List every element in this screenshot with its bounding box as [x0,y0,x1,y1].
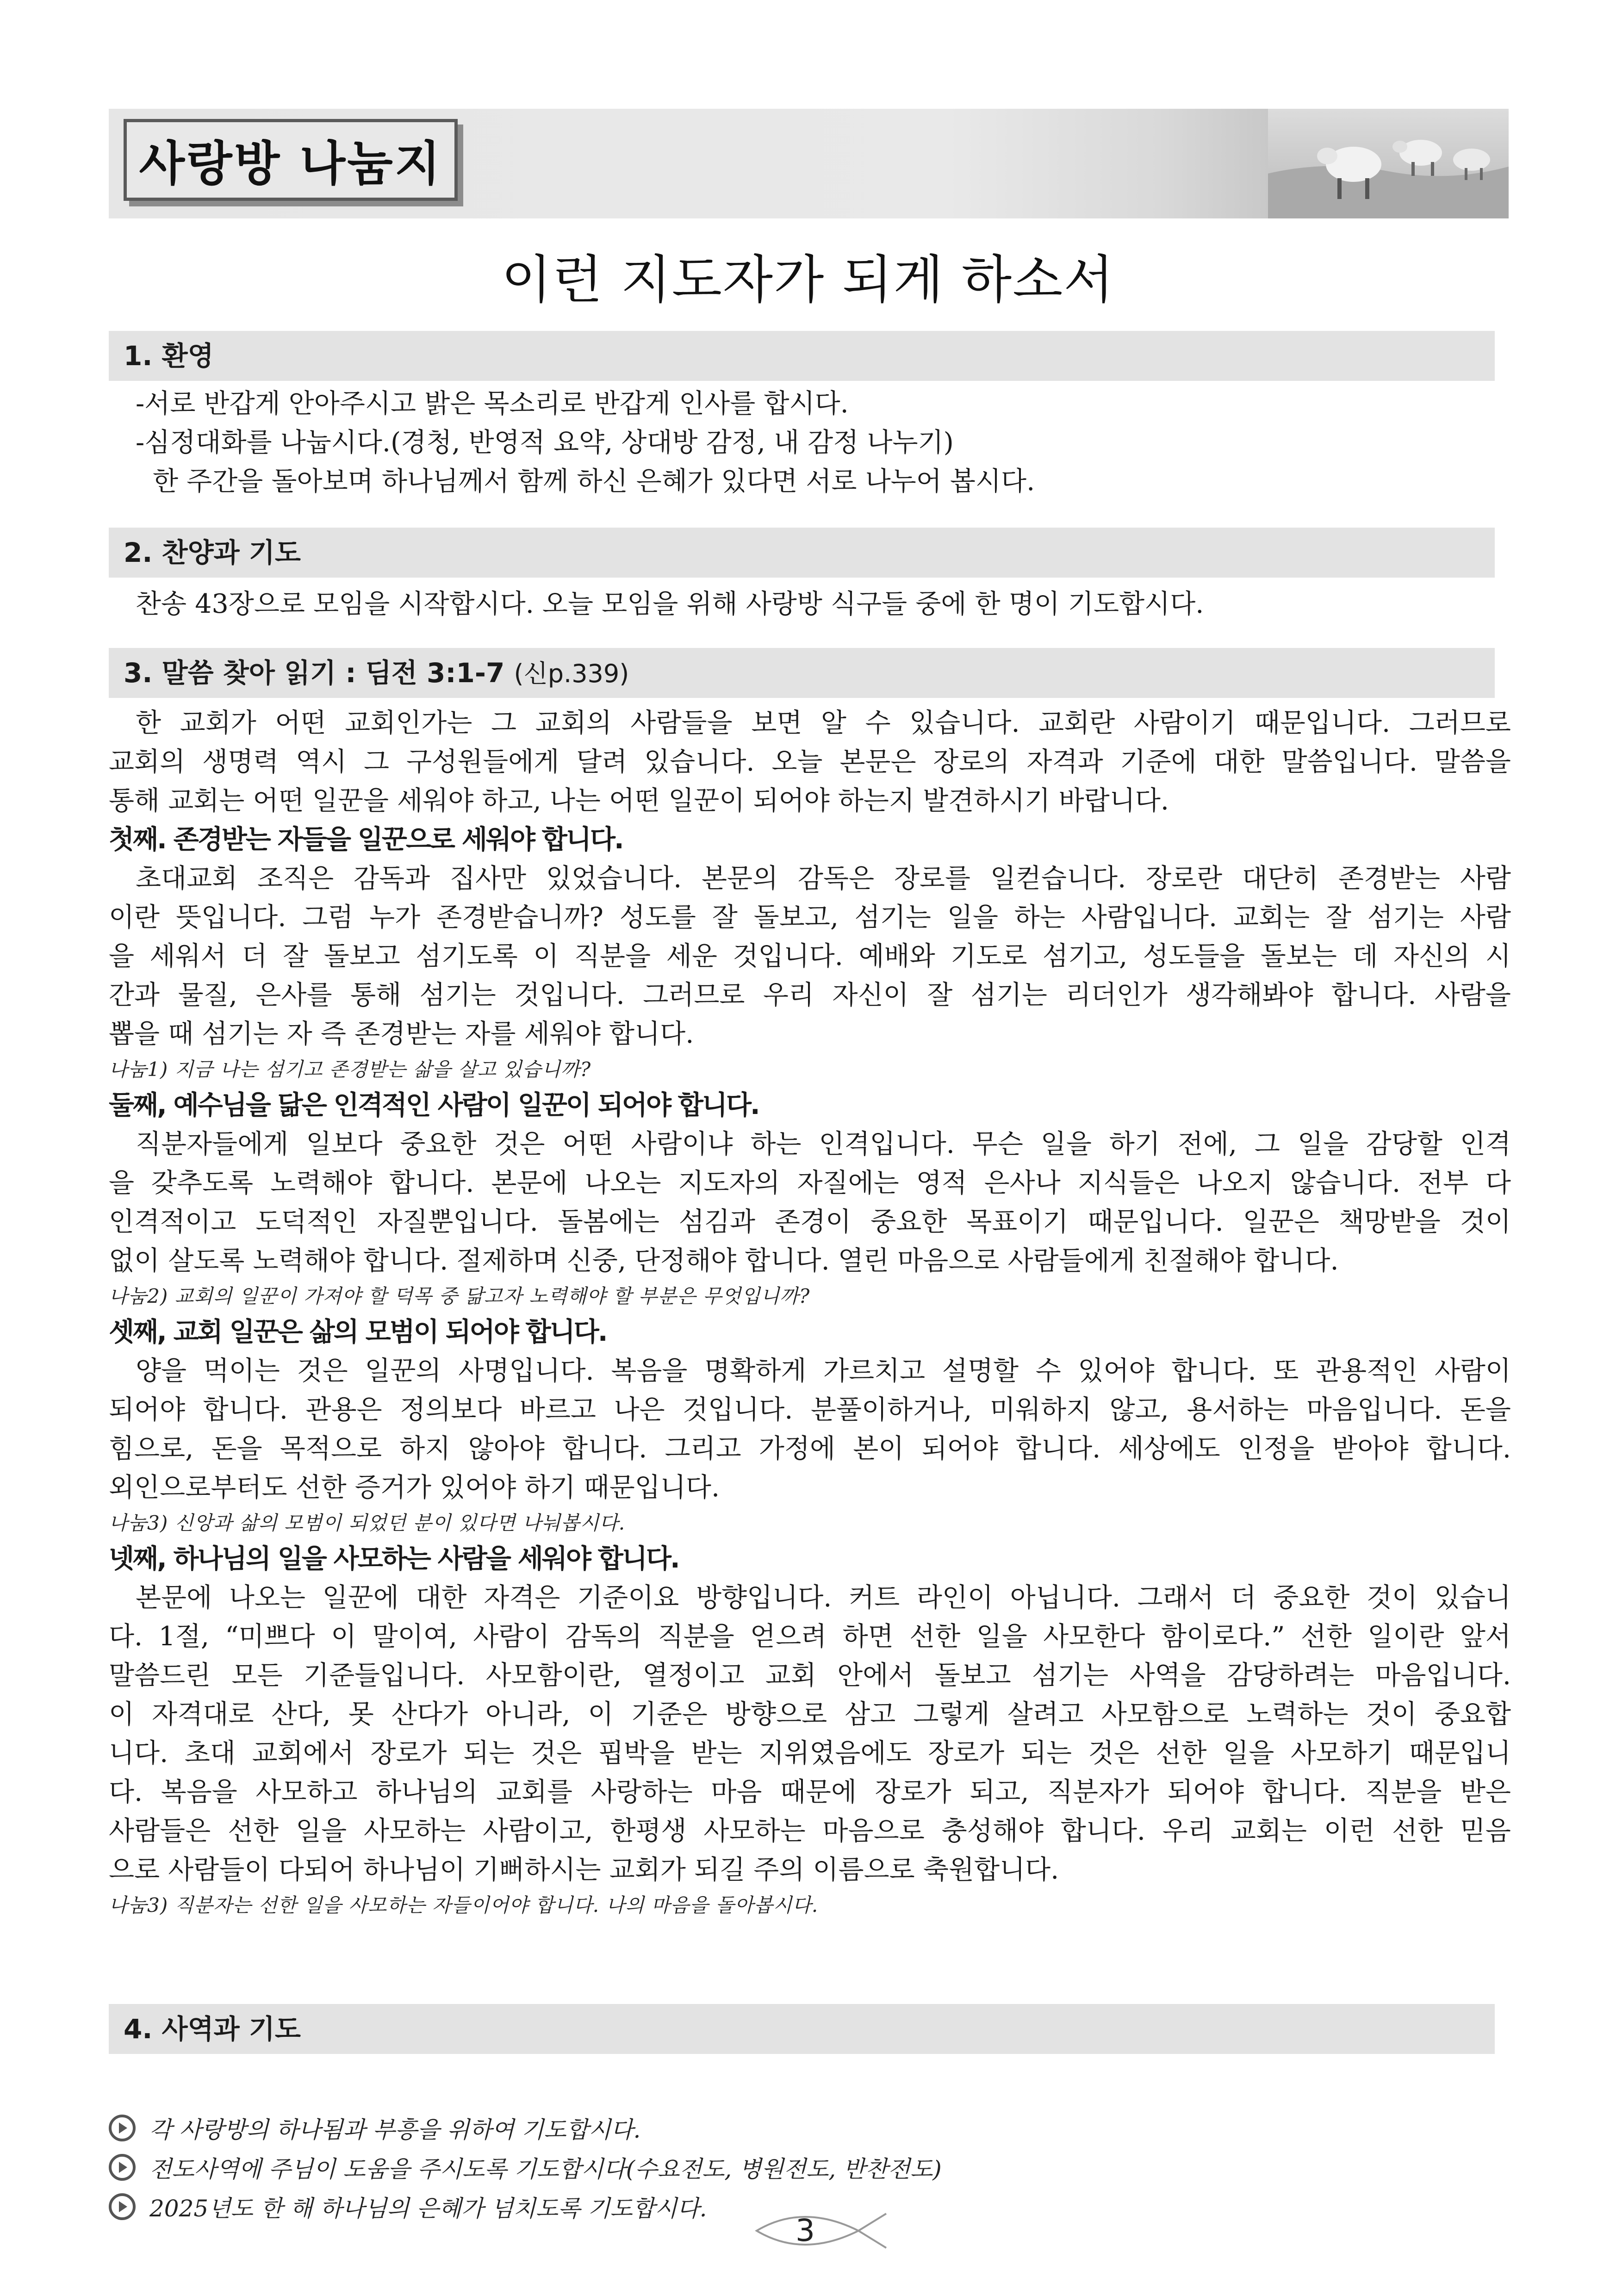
welcome-line: -심정대화를 나눕시다.(경청, 반영적 요약, 상대방 감정, 내 감정 나누기) [136,427,954,458]
body-line: 없이 살도록 노력해야 합니다. 절제하며 신중, 단정해야 합니다. 열린 마음으로 사람들에게 친절해야 합니다. [109,1245,1339,1276]
sheep-photo [1268,109,1509,218]
body-line: 말씀드린 모든 기준들입니다. 사모함이란, 열정이고 교회 안에서 돌보고 섬기는 사역을 감당하려는 마음입니다. [109,1660,1511,1691]
section-header-praise [109,528,1495,578]
prayer-item [109,2108,942,2147]
section-header-ministry [109,2004,1495,2054]
body-line: 교회의 생명력 역시 그 구성원들에게 달려 있습니다. 오늘 본문은 장로의 자격과 기준에 대한 말씀입니다. 말씀을 [109,747,1511,777]
body-line: 간과 물질, 은사를 통해 섬기는 것입니다. 그러므로 우리 자신이 잘 섬기는 리더인가 생각해봐야 합니다. 사람을 [109,980,1511,1010]
banner-title-box [124,119,458,201]
body-line: 외인으로부터도 선한 증거가 있어야 하기 때문입니다. [109,1472,720,1503]
point-heading-3: 셋째, 교회 일꾼은 삶의 모범이 되어야 합니다. [109,1317,607,1347]
body-line: 한 교회가 어떤 교회인가는 그 교회의 사람들을 보면 알 수 있습니다. 교회란 사람이기 때문입니다. 그러므로 [136,708,1511,738]
body-line: 을 갖추도록 노력해야 합니다. 본문에 나오는 지도자의 자질에는 영적 은사나 지식들은 나오지 않습니다. 전부 다 [109,1168,1511,1198]
body-line: 양을 먹이는 것은 일꾼의 사명입니다. 복음을 명확하게 가르치고 설명할 수 있어야 합니다. 또 관용적인 사람이 [136,1356,1511,1386]
point-heading-4: 넷째, 하나님의 일을 사모하는 사람을 세워야 합니다. [109,1543,679,1574]
share-question-3: 나눔3) 신앙과 삶의 모범이 되었던 분이 있다면 나눠봅시다. [109,1512,626,1534]
page-footer [752,2205,891,2256]
section-header-text: 4. 사역과 기도 [124,2013,301,2045]
body-line: 인격적이고 도덕적인 자질뿐입니다. 돌봄에는 섬김과 존경이 중요한 목표이기 때문입니다. 일꾼은 책망받을 것이 [109,1207,1511,1237]
praise-list [109,585,1511,623]
play-circle-icon [109,2193,136,2220]
play-circle-icon [109,2115,136,2141]
section-header-welcome [109,331,1495,381]
prayer-item [109,2147,942,2187]
page-title: 이런 지도자가 되게 하소서 [501,250,1115,310]
section-header-scripture [109,648,1495,698]
point-heading-1: 첫째. 존경받는 자들을 일꾼으로 세워야 합니다. [109,824,623,855]
section-header-text: 1. 환영 [124,340,214,372]
body-line: 통해 교회는 어떤 일꾼을 세워야 하고, 나는 어떤 일꾼이 되어야 하는지 발견하시기 바랍니다. [109,785,1169,816]
welcome-line: 한 주간을 돌아보며 하나님께서 함께 하신 은혜가 있다면 서로 나누어 봅시다. [153,466,1035,497]
prayer-text: 전도사역에 주님이 도움을 주시도록 기도합시다(수요전도, 병원전도, 반찬전도) [149,2155,942,2183]
point-heading-2: 둘째, 예수님을 닮은 인격적인 사람이 일꾼이 되어야 합니다. [109,1090,759,1120]
scripture-body [109,703,1511,1922]
body-line: 초대교회 조직은 감독과 집사만 있었습니다. 본문의 감독은 장로를 일컫습니다. 장로란 대단히 존경받는 사람 [136,863,1511,894]
body-line: 본문에 나오는 일꾼에 대한 자격은 기준이요 방향입니다. 커트 라인이 아닙니다. 그래서 더 중요한 것이 있습니 [136,1582,1511,1613]
body-line: 사람들은 선한 일을 사모하는 사람이고, 한평생 사모하는 마음으로 충성해야 합니다. 우리 교회는 이런 선한 믿음 [109,1816,1511,1846]
section-header-text: 2. 찬양과 기도 [124,537,301,568]
share-question-4: 나눔3) 직분자는 선한 일을 사모하는 자들이어야 합니다. 나의 마음을 돌아봅시다. [109,1894,819,1916]
share-question-1: 나눔1) 지금 나는 섬기고 존경받는 삶을 살고 있습니까? [109,1058,591,1081]
section-header-text: 3. 말씀 찾아 읽기 : 딤전 3:1-7 [124,657,505,689]
body-line: 니다. 초대 교회에서 장로가 되는 것은 핍박을 받는 지위였음에도 장로가 되는 것은 선한 일을 사모하기 때문입니 [109,1738,1511,1768]
body-line: 뽑을 때 섬기는 자 즉 존경받는 자를 세워야 합니다. [109,1019,694,1049]
prayer-text: 각 사랑방의 하나됨과 부흥을 위하여 기도합시다. [149,2116,641,2143]
body-line: 다. 1절, “미쁘다 이 말이여, 사람이 감독의 직분을 얻으려 하면 선한 일을 사모한다 함이로다.” 선한 일이란 앞서 [109,1621,1511,1652]
banner [109,109,1509,218]
body-line: 직분자들에게 일보다 중요한 것은 어떤 사람이냐 하는 인격입니다. 무슨 일을 하기 전에, 그 일을 감당할 인격 [136,1129,1511,1159]
page-number: 3 [796,2213,815,2248]
body-line: 으로 사람들이 다되어 하나님이 기뻐하시는 교회가 되길 주의 이름으로 축원합니다. [109,1854,1059,1885]
body-line: 을 세워서 더 잘 돌보고 섬기도록 이 직분을 세운 것입니다. 예배와 기도로 섬기고, 성도들을 돌보는 데 자신의 시 [109,941,1511,971]
prayer-text: 2025년도 한 해 하나님의 은혜가 넘치도록 기도합시다. [149,2195,707,2222]
banner-title: 사랑방 나눔지 [139,136,442,192]
share-question-2: 나눔2) 교회의 일꾼이 가져야 할 덕목 중 닮고자 노력해야 할 부분은 무엇입니까? [109,1285,810,1307]
body-line: 힘으로, 돈을 목적으로 하지 않아야 합니다. 그리고 가정에 본이 되어야 합니다. 세상에도 인정을 받아야 합니다. [109,1433,1511,1464]
welcome-list [109,384,1511,501]
praise-line: 찬송 43장으로 모임을 시작합시다. 오늘 모임을 위해 사랑방 식구들 중에 한 명이 기도합시다. [136,589,1204,619]
body-line: 이 자격대로 산다, 못 산다가 아니라, 이 기준은 방향으로 삼고 그렇게 살려고 사모함으로 노력하는 것이 중요합 [109,1699,1511,1730]
welcome-line: -서로 반갑게 안아주시고 밝은 목소리로 반갑게 인사를 합시다. [136,388,849,419]
body-line: 이란 뜻입니다. 그럼 누가 존경받습니까? 성도를 잘 돌보고, 섬기는 일을 하는 사람입니다. 교회는 잘 섬기는 사람 [109,902,1511,933]
body-line: 다. 복음을 사모하고 하나님의 교회를 사랑하는 마음 때문에 장로가 되고, 직분자가 되어야 합니다. 직분을 받은 [109,1777,1511,1807]
play-circle-icon [109,2154,136,2181]
scripture-reference: (신p.339) [514,659,629,688]
body-line: 되어야 합니다. 관용은 정의보다 바르고 나은 것입니다. 분풀이하거나, 미워하지 않고, 용서하는 마음입니다. 돈을 [109,1394,1511,1425]
